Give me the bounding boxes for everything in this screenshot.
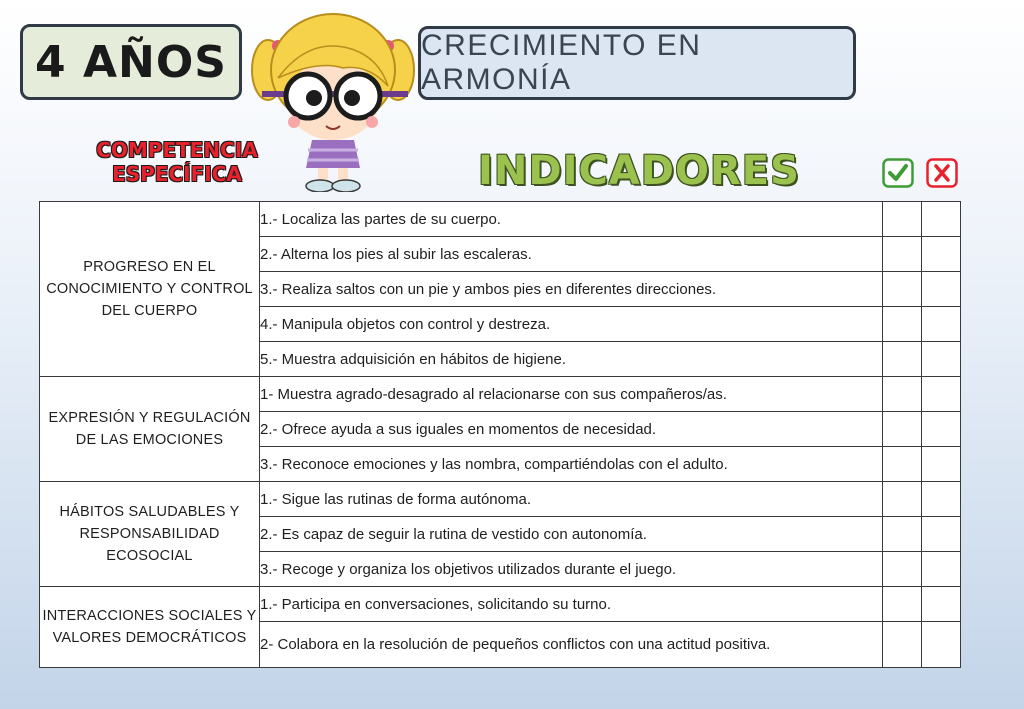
indicator-cell: 2- Colabora en la resolución de pequeños conflictos con una actitud positiva. bbox=[260, 622, 883, 668]
indicator-cell: 1- Muestra agrado-desagrado al relacionarse con sus compañeros/as. bbox=[260, 377, 883, 412]
indicator-cell: 3.- Reconoce emociones y las nombra, compartiéndolas con el adulto. bbox=[260, 447, 883, 482]
not-achieved-checkbox[interactable] bbox=[922, 272, 961, 307]
achieved-checkbox[interactable] bbox=[883, 447, 922, 482]
table-row bbox=[40, 202, 961, 237]
red-x-icon bbox=[926, 158, 958, 188]
competency-cell: PROGRESO EN EL CONOCIMIENTO Y CONTROL DEL CUERPO bbox=[40, 202, 260, 377]
competencia-heading: COMPETENCIA ESPECÍFICA bbox=[96, 138, 258, 186]
indicator-cell: 2.- Alterna los pies al subir las escaleras. bbox=[260, 237, 883, 272]
achieved-checkbox[interactable] bbox=[883, 412, 922, 447]
not-achieved-checkbox[interactable] bbox=[922, 552, 961, 587]
not-achieved-checkbox[interactable] bbox=[922, 377, 961, 412]
indicator-cell: 4.- Manipula objetos con control y destreza. bbox=[260, 307, 883, 342]
achieved-checkbox[interactable] bbox=[883, 202, 922, 237]
not-achieved-checkbox[interactable] bbox=[922, 447, 961, 482]
table-row bbox=[40, 482, 961, 517]
not-achieved-checkbox[interactable] bbox=[922, 307, 961, 342]
page-title: CRECIMIENTO EN ARMONÍA bbox=[418, 26, 856, 100]
achieved-checkbox[interactable] bbox=[883, 517, 922, 552]
indicator-cell: 2.- Es capaz de seguir la rutina de vestido con autonomía. bbox=[260, 517, 883, 552]
achieved-checkbox[interactable] bbox=[883, 237, 922, 272]
not-achieved-checkbox[interactable] bbox=[922, 237, 961, 272]
not-achieved-checkbox[interactable] bbox=[922, 482, 961, 517]
achieved-checkbox[interactable] bbox=[883, 377, 922, 412]
green-check-icon bbox=[882, 158, 914, 188]
indicator-cell: 1.- Sigue las rutinas de forma autónoma. bbox=[260, 482, 883, 517]
not-achieved-checkbox[interactable] bbox=[922, 412, 961, 447]
competency-cell: INTERACCIONES SOCIALES Y VALORES DEMOCRÁTICOS bbox=[40, 587, 260, 668]
indicator-cell: 3.- Recoge y organiza los objetivos utilizados durante el juego. bbox=[260, 552, 883, 587]
not-achieved-checkbox[interactable] bbox=[922, 342, 961, 377]
competency-cell: HÁBITOS SALUDABLES Y RESPONSABILIDAD ECOSOCIAL bbox=[40, 482, 260, 587]
indicadores-heading: INDICADORES bbox=[478, 148, 800, 194]
age-label: 4 AÑOS bbox=[20, 24, 242, 100]
indicator-cell: 2.- Ofrece ayuda a sus iguales en momentos de necesidad. bbox=[260, 412, 883, 447]
achieved-checkbox[interactable] bbox=[883, 272, 922, 307]
indicator-cell: 1.- Participa en conversaciones, solicitando su turno. bbox=[260, 587, 883, 622]
achieved-checkbox[interactable] bbox=[883, 622, 922, 668]
achieved-checkbox[interactable] bbox=[883, 342, 922, 377]
indicator-cell: 1.- Localiza las partes de su cuerpo. bbox=[260, 202, 883, 237]
not-achieved-checkbox[interactable] bbox=[922, 517, 961, 552]
achieved-checkbox[interactable] bbox=[883, 587, 922, 622]
not-achieved-checkbox[interactable] bbox=[922, 202, 961, 237]
indicator-cell: 5.- Muestra adquisición en hábitos de higiene. bbox=[260, 342, 883, 377]
achieved-checkbox[interactable] bbox=[883, 307, 922, 342]
competency-cell: EXPRESIÓN Y REGULACIÓN DE LAS EMOCIONES bbox=[40, 377, 260, 482]
evaluation-table bbox=[39, 201, 961, 668]
table-row bbox=[40, 377, 961, 412]
not-achieved-checkbox[interactable] bbox=[922, 587, 961, 622]
not-achieved-checkbox[interactable] bbox=[922, 622, 961, 668]
girl-with-glasses-illustration bbox=[248, 8, 416, 192]
table-row bbox=[40, 587, 961, 622]
achieved-checkbox[interactable] bbox=[883, 482, 922, 517]
achieved-checkbox[interactable] bbox=[883, 552, 922, 587]
indicator-cell: 3.- Realiza saltos con un pie y ambos pies en diferentes direcciones. bbox=[260, 272, 883, 307]
